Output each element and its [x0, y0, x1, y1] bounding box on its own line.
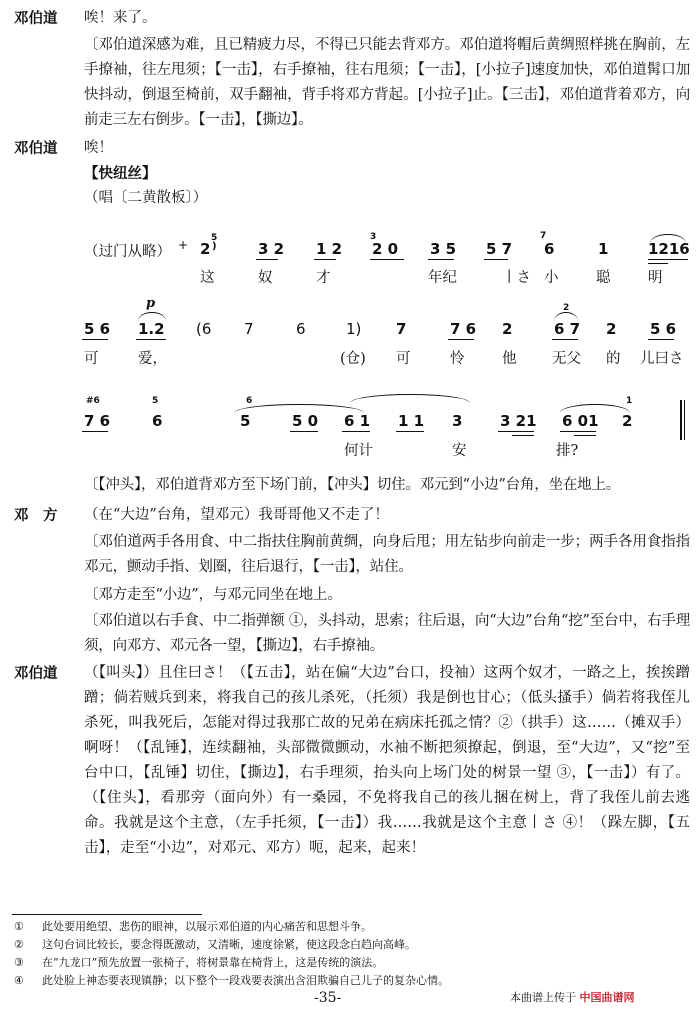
jianpu-note: 3 5: [430, 240, 457, 258]
footnote-text: 此处脸上神态要表现镇静；以下整个一段戏要表演出含泪欺骗自己儿子的复杂心情。: [42, 974, 449, 987]
stage-text: 〔邓方走至“小边”，与邓元同坐在地上。: [84, 587, 342, 603]
source-credit: [510, 989, 635, 1005]
lyric: 安: [452, 443, 467, 459]
footnote-1: [14, 918, 372, 935]
dynamic-mark: p: [146, 296, 156, 311]
jianpu-note: (6: [196, 320, 212, 338]
lyric: 可: [84, 351, 99, 367]
lyric: 可: [396, 351, 411, 367]
underline-beam: [648, 263, 668, 264]
underline-beam: [256, 259, 278, 260]
footnote-4: [14, 972, 449, 989]
aria-tag-line: [14, 161, 690, 186]
footnote-text: 此处要用绝望、悲伤的眼神，以展示邓伯道的内心痛苦和思想斗争。: [42, 920, 372, 933]
lyric: (仓): [340, 351, 366, 367]
underline-beam: [370, 259, 404, 260]
stage-text: 〔邓伯道两手各用食、中二指扶住胸前黄绸，向身后甩；用左钻步向前走一步；两手各用食指指邓元，颤动手指、划圈，往后退行，【一击】，站住。: [84, 534, 690, 575]
underline-beam: [552, 339, 578, 340]
underline-beam: [648, 339, 674, 340]
lyric: 年纪: [428, 270, 457, 286]
grace-note: 5: [211, 233, 218, 243]
lyric: 小: [544, 270, 559, 286]
jianpu-note: 5 0: [292, 412, 319, 430]
notation-row-1: [0, 228, 700, 290]
jianpu-note: 3 2: [258, 240, 285, 258]
underline-beam: [428, 259, 454, 260]
jianpu-note: 2: [502, 320, 513, 338]
jianpu-note: 5: [240, 412, 251, 430]
footnote-number: ①: [14, 920, 24, 933]
lyric: 才: [316, 270, 331, 286]
grace-note: 5: [152, 396, 159, 406]
stage-direction-5: [14, 609, 690, 659]
lyric: 奴: [258, 270, 273, 286]
stage-text: 〔邓伯道以右手食、中二指弹额 ①，头抖动，思索；往后退，向“大边”台角“挖”至台中，右手理须，向邓方、邓元各一望，【撕边】，右手撩袖。: [84, 613, 690, 654]
jianpu-note: 6: [152, 412, 163, 430]
jianpu-note: 1: [598, 240, 609, 258]
jianpu-note: 6: [296, 320, 306, 338]
speaker: 邓伯道: [14, 665, 58, 682]
grace-note: #6: [86, 396, 100, 406]
grace-note: 3: [370, 232, 377, 242]
speaker: 邓 方: [14, 507, 58, 524]
footnote-3: [14, 954, 383, 971]
site-logo: 中国曲谱网: [579, 991, 635, 1004]
lyric: 无父: [552, 351, 581, 367]
prelude-note: （过门从略）: [84, 244, 171, 260]
underline-beam: [512, 435, 534, 436]
jianpu-note: 5 6: [84, 320, 111, 338]
slur: [350, 394, 470, 403]
jianpu-note: 7 6: [84, 412, 111, 430]
stage-direction-1: [14, 33, 690, 133]
footnote-rule: [12, 914, 202, 915]
underline-beam: [574, 435, 596, 436]
jianpu-note: 1.2: [138, 320, 165, 338]
dialogue-line-1: [14, 6, 690, 31]
lyric: 他: [502, 351, 517, 367]
lyric: 排?: [556, 443, 579, 459]
dialogue-line-4: [14, 661, 690, 861]
jianpu-note: 6 1: [344, 412, 371, 430]
underline-beam: [396, 431, 424, 432]
lyric: 明: [648, 270, 663, 286]
stage-direction-4: [14, 583, 690, 608]
footnote-number: ③: [14, 956, 24, 969]
jianpu-note: 7: [244, 320, 254, 338]
page-number: -35-: [314, 990, 342, 1006]
jianpu-note: 7 6: [450, 320, 477, 338]
jianpu-note: 3 21: [500, 412, 537, 430]
footnote-number: ④: [14, 974, 24, 987]
grace-note: 1: [626, 396, 633, 406]
jianpu-note: 6 01: [562, 412, 599, 430]
grace-note: 7: [540, 231, 547, 241]
stage-text: 〔【冲头】，邓伯道背邓方至下场门前，【冲头】切住。邓元到“小边”台角，坐在地上。: [84, 477, 621, 493]
aria-tune: （唱〔二黄散板〕）: [84, 190, 208, 206]
underline-beam: [82, 431, 108, 432]
jianpu-note: 1): [346, 320, 362, 338]
aria-tune-line: [14, 186, 690, 211]
underline-beam: [290, 431, 318, 432]
credit-text: 本曲谱上传于: [510, 991, 576, 1004]
jianpu-note: 5 6: [650, 320, 677, 338]
jianpu-note: 6: [544, 240, 555, 258]
dialogue-text: 唉！来了。: [84, 10, 157, 26]
lyric: 这: [200, 270, 215, 286]
stage-direction-2: [14, 473, 690, 498]
underline-beam: [448, 339, 474, 340]
underline-beam: [498, 431, 534, 432]
footnote-2: [14, 936, 416, 953]
lyric: 怜: [450, 351, 465, 367]
lyric: 聪: [596, 270, 611, 286]
underline-beam: [648, 259, 688, 260]
slur: [650, 234, 686, 243]
dialogue-text: （【叫头】）且住曰さ！（【五击】，站在偏“大边”台口，投袖）这两个奴才，一路之上，挨挨蹭蹭；倘若贼兵到来，将我自己的孩儿杀死，（托须）我是倒也甘心；（低头搔手）倘若将我侄儿杀死，叫我死后，怎能对得过我那亡故的兄弟在病床托孤之情？②（拱手）这……（摊双手）啊呀！（【乱锤】，连续翻袖，头部微微颤动，水袖不断把须撩起，倒退，至“大边”，又“挖”至台中口，【乱锤】切住，【撕边】，右手理须，抬头向上场门处的树景一望 ③，【一击】）有了。（【住头】，看那旁（面向外）有一桑园，不免将我自己的孩儿捆在树上，背了我侄儿前去逃命。我就是这个主意，（左手托须，【一击】）我……我就是这个主意丨さ ④！（跺左脚，【五击】，走至“小边”，对邓元、邓方）呃，起来，起来！: [84, 665, 690, 856]
jianpu-note: 5 7: [486, 240, 513, 258]
underline-beam: [82, 339, 108, 340]
dialogue-text: 唉！: [84, 140, 113, 156]
dialogue-line-2: [14, 136, 690, 161]
speaker: 邓伯道: [14, 140, 58, 157]
jianpu-note: 1 2: [316, 240, 343, 258]
pickup-mark: +: [178, 238, 189, 252]
jianpu-note: 2: [200, 240, 211, 258]
jianpu-note: 6 7: [554, 320, 581, 338]
jianpu-note: 2 0: [372, 240, 399, 258]
jianpu-note: 1 1: [398, 412, 425, 430]
jianpu-note: 2: [622, 412, 633, 430]
aria-tag: 【快纽丝】: [84, 165, 157, 182]
underline-beam: [560, 431, 596, 432]
stage-direction-3: [14, 530, 690, 580]
underline-beam: [342, 431, 370, 432]
stage-text: 〔邓伯道深感为难，且已精疲力尽，不得已只能去背邓方。邓伯道将帽后黄绸照样挑在胸前，左手撩袖，往左甩须；【一击】，右手撩袖，往右甩须；【一击】，[小拉子]速度加快，邓伯道髯口加快抖动，倒退至椅前，双手翻袖，背手将邓方背起。[小拉子]止。【三击】，邓伯道背着邓方，向前走三左右倒步。【一击】，【撕边】。: [84, 37, 690, 128]
lyric: 儿曰さ: [640, 351, 684, 367]
underline-beam: [314, 259, 336, 260]
underline-beam: [484, 259, 508, 260]
speaker: 邓伯道: [14, 10, 58, 27]
footnote-number: ②: [14, 938, 24, 951]
jianpu-note: 1216: [648, 240, 690, 258]
lyric: 爱，: [138, 351, 167, 367]
jianpu-note: 3: [452, 412, 463, 430]
notation-row-3: [0, 390, 700, 459]
grace-note: 6: [246, 396, 253, 406]
footnote-text: 在“九龙口”预先放置一张椅子，将树景靠在椅背上，这是传统的演法。: [42, 956, 384, 969]
footnote-text: 这句台词比较长，要念得既激动，又清晰，速度徐紧，使这段念白趋向高峰。: [42, 938, 416, 951]
notation-row-2: [0, 296, 700, 367]
underline-beam: [136, 339, 166, 340]
dialogue-line-3: [14, 503, 690, 528]
jianpu-note: 7: [396, 320, 407, 338]
jianpu-note: 2: [606, 320, 617, 338]
dialogue-text: （在“大边”台角，望邓元）我哥哥他又不走了！: [84, 507, 389, 523]
lyric: 的: [606, 351, 621, 367]
grace-note: 2: [563, 303, 570, 313]
lyric: 何计: [344, 443, 373, 459]
grace-slur: ): [212, 241, 217, 252]
lyric: 丨さ: [502, 270, 531, 286]
